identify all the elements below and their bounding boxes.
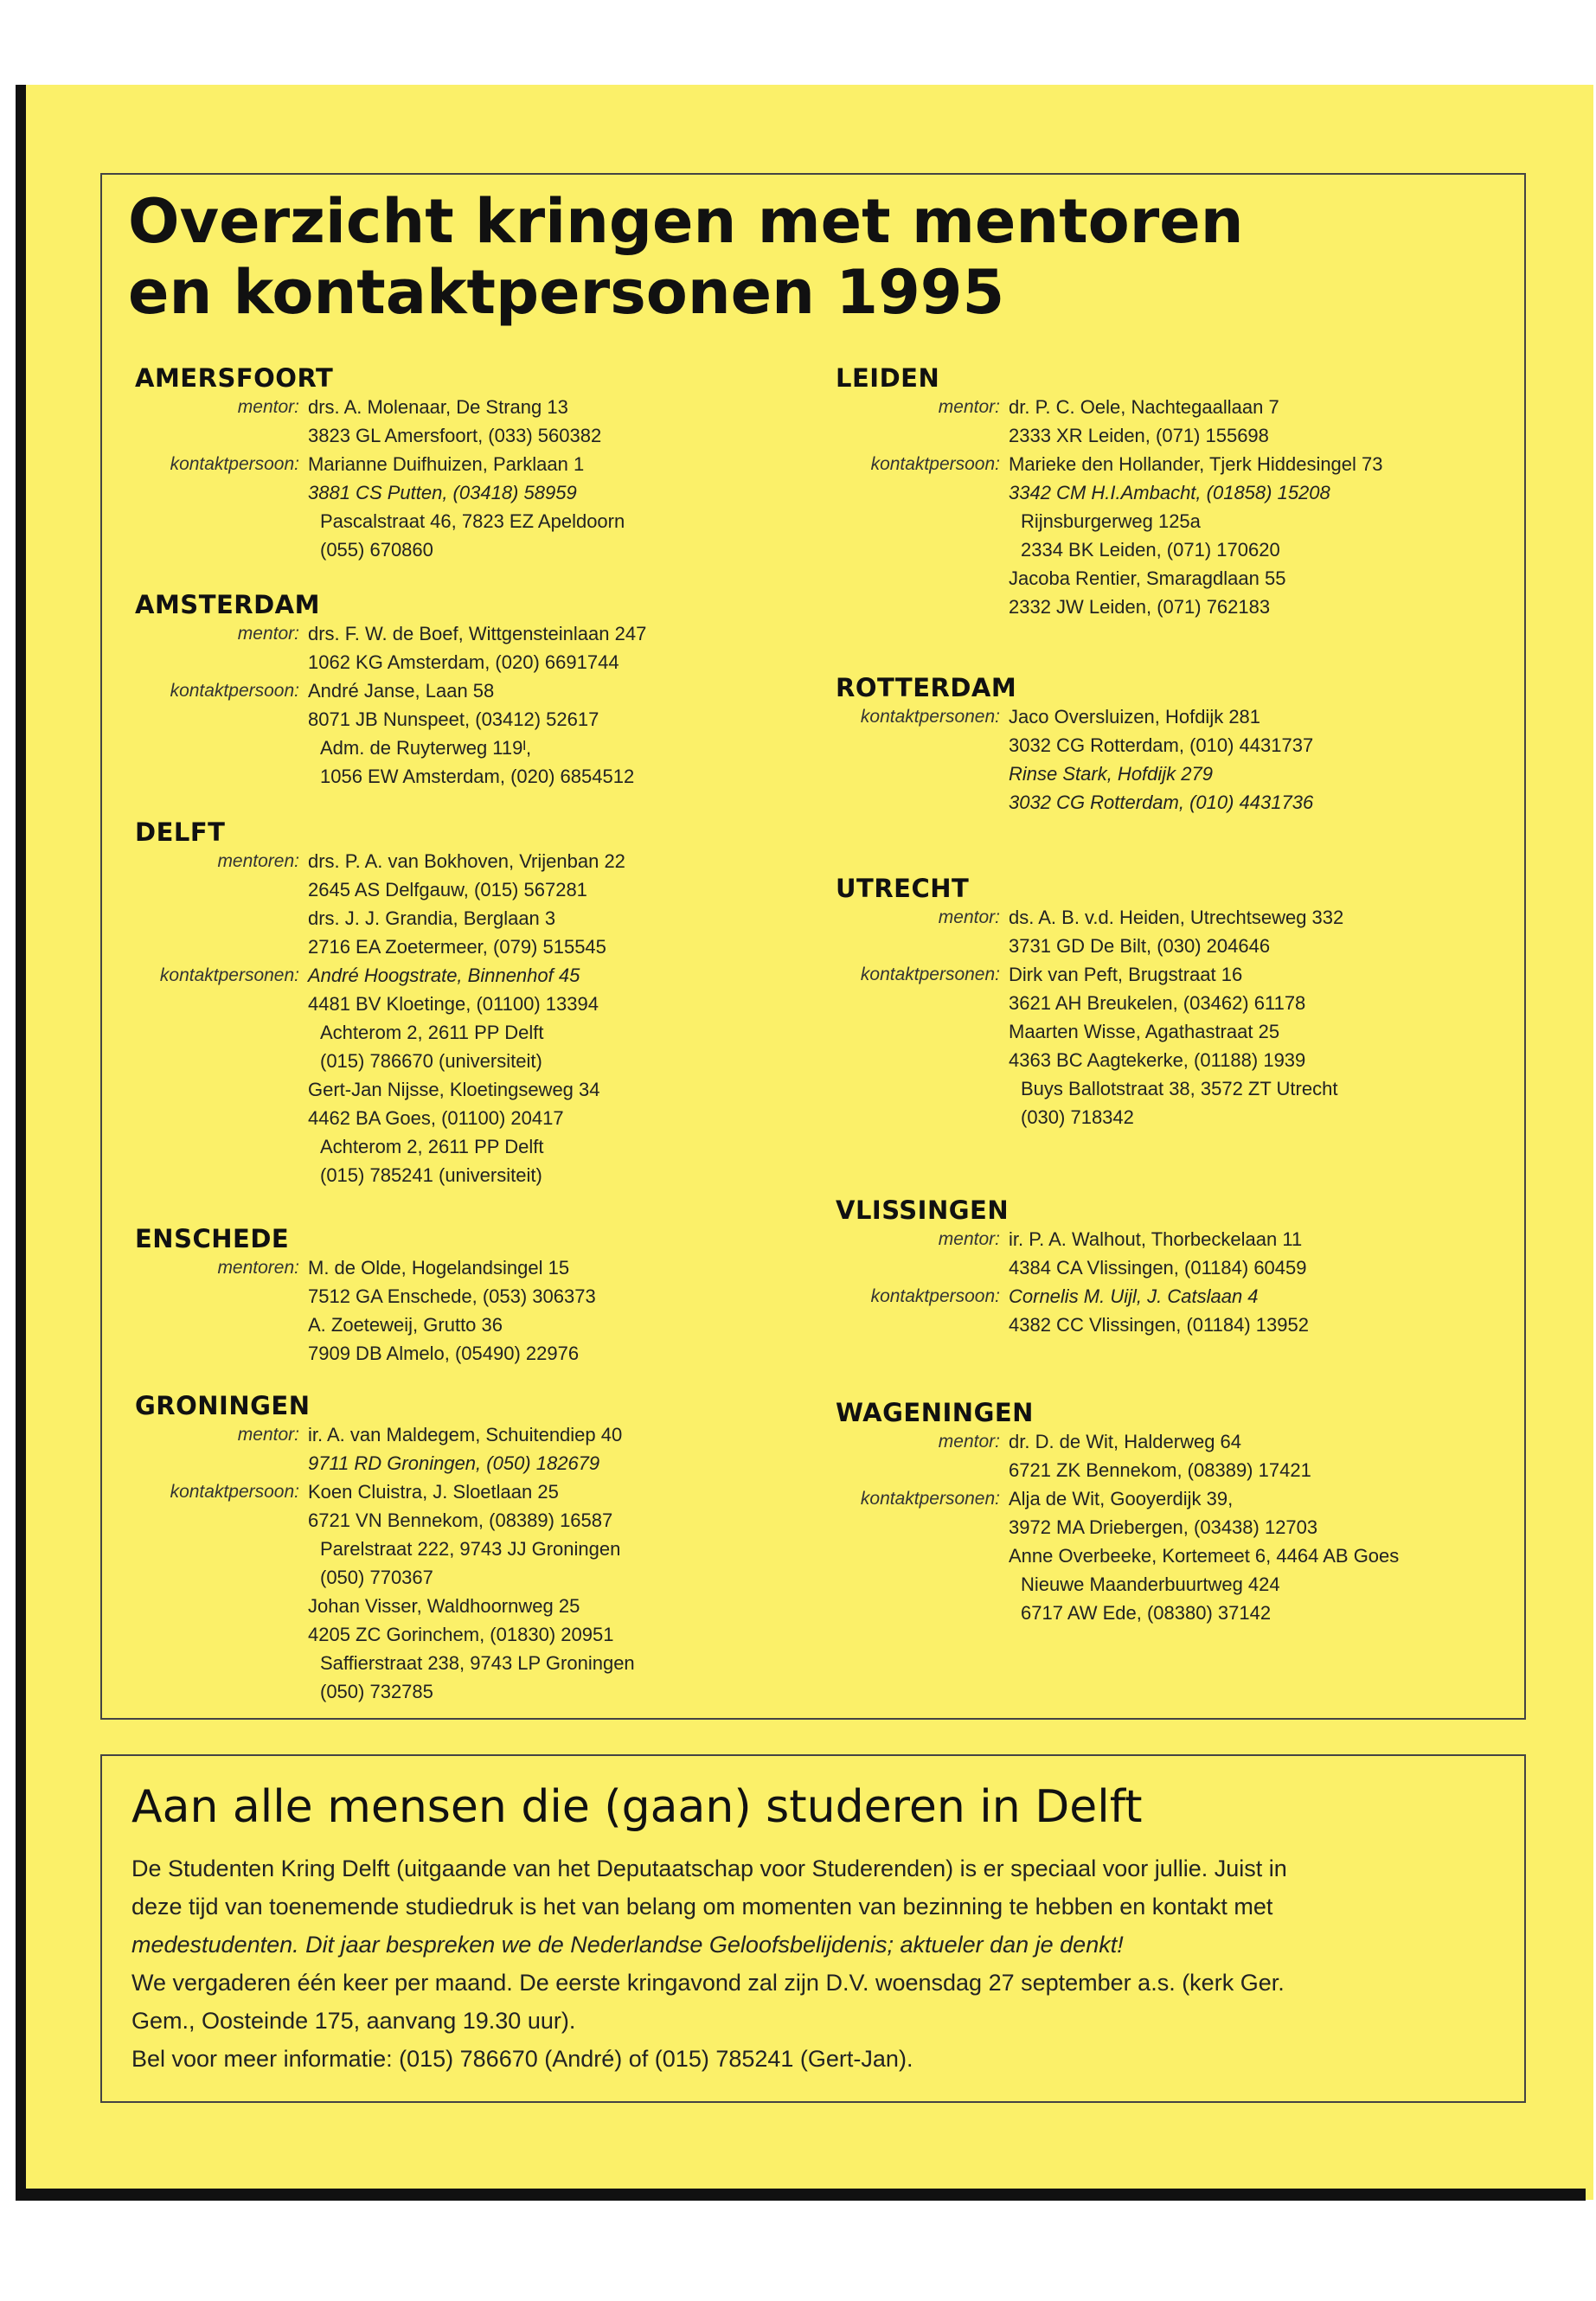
address-line: 6717 AW Ede, (08380) 37142 xyxy=(1021,1602,1272,1624)
address-line: 9711 RD Groningen, (050) 182679 xyxy=(308,1452,600,1474)
address-line: 3032 CG Rotterdam, (010) 4431737 xyxy=(1009,734,1314,756)
address-line: Achterom 2, 2611 PP Delft xyxy=(320,1136,544,1157)
address-line: 3731 GD De Bilt, (030) 204646 xyxy=(1009,935,1271,957)
role-group xyxy=(836,1282,1528,1339)
role-label: mentor: xyxy=(237,1425,299,1445)
address-lines xyxy=(308,961,792,1189)
kring-block xyxy=(836,1398,1528,1627)
address-line: Jaco Oversluizen, Hofdijk 281 xyxy=(1009,706,1261,727)
address-line: Pascalstraat 46, 7823 EZ Apeldoorn xyxy=(320,510,625,532)
address-lines xyxy=(308,1420,792,1477)
scan-edge-left xyxy=(16,85,26,2200)
address-lines xyxy=(1009,1225,1493,1282)
address-line: dr. P. C. Oele, Nachtegaallaan 7 xyxy=(1009,396,1279,418)
notice-line: deze tijd van toenemende studiedruk is het van belang om momenten van bezinning te hebben en kontakt met xyxy=(131,1894,1273,1920)
role-group xyxy=(836,960,1528,1131)
address-line: 3972 MA Driebergen, (03438) 12703 xyxy=(1009,1516,1318,1538)
address-line: Buys Ballotstraat 38, 3572 ZT Utrecht xyxy=(1021,1078,1338,1099)
address-line: 3032 CG Rotterdam, (010) 4431736 xyxy=(1009,792,1314,813)
kring-name: LEIDEN xyxy=(836,363,940,393)
address-line: 1062 KG Amsterdam, (020) 6691744 xyxy=(308,651,619,673)
role-label: kontaktpersoon: xyxy=(870,1286,1000,1306)
address-lines xyxy=(308,393,792,450)
address-lines xyxy=(1009,1484,1493,1627)
address-lines xyxy=(308,847,792,961)
page-title xyxy=(128,186,1426,328)
kring-block xyxy=(836,673,1528,817)
address-line: ds. A. B. v.d. Heiden, Utrechtseweg 332 xyxy=(1009,907,1344,928)
role-group xyxy=(836,702,1528,817)
address-line: (050) 732785 xyxy=(320,1681,433,1702)
address-lines xyxy=(308,1477,792,1706)
role-label: kontaktpersoon: xyxy=(170,1482,299,1502)
role-label: mentor: xyxy=(237,624,299,644)
role-group xyxy=(135,676,827,791)
role-group xyxy=(135,1477,827,1706)
address-line: Adm. de Ruyterweg 119ᴵ, xyxy=(320,737,532,759)
kring-block xyxy=(135,1391,827,1706)
address-lines xyxy=(308,450,792,564)
address-line: 2333 XR Leiden, (071) 155698 xyxy=(1009,425,1269,446)
role-label: kontaktpersonen: xyxy=(860,965,1000,984)
role-group xyxy=(135,961,827,1189)
address-lines xyxy=(308,676,792,791)
role-group xyxy=(836,450,1528,621)
role-label: mentoren: xyxy=(217,1258,299,1278)
kring-block xyxy=(836,363,1528,621)
address-lines xyxy=(1009,1427,1493,1484)
kring-name: AMSTERDAM xyxy=(135,590,320,619)
role-label: kontaktpersonen: xyxy=(860,707,1000,727)
kring-block xyxy=(135,363,827,564)
address-line: Achterom 2, 2611 PP Delft xyxy=(320,1022,544,1043)
role-group xyxy=(836,1427,1528,1484)
address-line: 1056 EW Amsterdam, (020) 6854512 xyxy=(320,766,635,787)
address-line: 6721 ZK Bennekom, (08389) 17421 xyxy=(1009,1459,1311,1481)
address-line: Saffierstraat 238, 9743 LP Groningen xyxy=(320,1652,635,1674)
kring-block xyxy=(135,1224,827,1368)
kring-block xyxy=(135,590,827,791)
address-lines xyxy=(1009,450,1493,621)
address-line: Marianne Duifhuizen, Parklaan 1 xyxy=(308,453,585,475)
address-line: Cornelis M. Uijl, J. Catslaan 4 xyxy=(1009,1285,1259,1307)
address-line: Nieuwe Maanderbuurtweg 424 xyxy=(1021,1574,1280,1595)
role-label: mentor: xyxy=(237,397,299,417)
address-lines xyxy=(1009,960,1493,1131)
address-line: drs. A. Molenaar, De Strang 13 xyxy=(308,396,568,418)
address-line: 4481 BV Kloetinge, (01100) 13394 xyxy=(308,993,599,1015)
address-line: Maarten Wisse, Agathastraat 25 xyxy=(1009,1021,1280,1042)
role-label: kontaktpersoon: xyxy=(170,681,299,701)
address-line: 2716 EA Zoetermeer, (079) 515545 xyxy=(308,936,606,958)
address-line: André Janse, Laan 58 xyxy=(308,680,495,702)
notice-line: We vergaderen één keer per maand. De eerste kringavond zal zijn D.V. woensdag 27 september a.s. (kerk Ger. xyxy=(131,1970,1285,1996)
role-group xyxy=(135,619,827,676)
notice-line: Bel voor meer informatie: (015) 786670 (André) of (015) 785241 (Gert-Jan). xyxy=(131,2046,913,2072)
address-line: ir. A. van Maldegem, Schuitendiep 40 xyxy=(308,1424,623,1445)
address-line: 4384 CA Vlissingen, (01184) 60459 xyxy=(1009,1257,1307,1279)
address-line: A. Zoeteweij, Grutto 36 xyxy=(308,1314,503,1336)
address-line: (030) 718342 xyxy=(1021,1106,1134,1128)
role-label: mentor: xyxy=(938,1229,1000,1249)
role-label: kontaktpersoon: xyxy=(170,454,299,474)
address-line: 4382 CC Vlissingen, (01184) 13952 xyxy=(1009,1314,1309,1336)
address-line: 2334 BK Leiden, (071) 170620 xyxy=(1021,539,1280,561)
role-group xyxy=(135,847,827,961)
address-line: Johan Visser, Waldhoornweg 25 xyxy=(308,1595,580,1617)
kring-name: ROTTERDAM xyxy=(836,673,1017,702)
role-group xyxy=(135,1253,827,1368)
kring-block xyxy=(836,1195,1528,1339)
kring-block xyxy=(836,874,1528,1131)
address-line: drs. F. W. de Boef, Wittgensteinlaan 247 xyxy=(308,623,647,644)
address-line: 3621 AH Breukelen, (03462) 61178 xyxy=(1009,992,1306,1014)
address-line: 4462 BA Goes, (01100) 20417 xyxy=(308,1107,564,1129)
notice-heading: Aan alle mensen die (gaan) studeren in Delft xyxy=(131,1781,1143,1833)
notice-line: medestudenten. Dit jaar bespreken we de Nederlandse Geloofsbelijdenis; aktueler dan je denkt! xyxy=(131,1932,1124,1958)
kring-name: DELFT xyxy=(135,817,226,847)
address-line: M. de Olde, Hogelandsingel 15 xyxy=(308,1257,570,1279)
role-label: mentor: xyxy=(938,907,1000,927)
notice-line: Gem., Oosteinde 175, aanvang 19.30 uur). xyxy=(131,2008,576,2034)
address-line: Dirk van Peft, Brugstraat 16 xyxy=(1009,964,1243,985)
address-line: Rijnsburgerweg 125a xyxy=(1021,510,1201,532)
kring-name: AMERSFOORT xyxy=(135,363,334,393)
role-label: kontaktpersonen: xyxy=(860,1489,1000,1509)
address-line: Marieke den Hollander, Tjerk Hiddesingel 73 xyxy=(1009,453,1383,475)
role-group xyxy=(135,1420,827,1477)
kring-name: ENSCHEDE xyxy=(135,1224,290,1253)
kring-block xyxy=(135,817,827,1189)
address-line: 4363 BC Aagtekerke, (01188) 1939 xyxy=(1009,1049,1306,1071)
address-line: Anne Overbeeke, Kortemeet 6, 4464 AB Goes xyxy=(1009,1545,1400,1567)
notice-body xyxy=(131,1849,1516,2078)
scan-edge-bottom xyxy=(16,2189,1586,2201)
role-label: mentoren: xyxy=(217,851,299,871)
address-line: 3823 GL Amersfoort, (033) 560382 xyxy=(308,425,602,446)
role-label: mentor: xyxy=(938,397,1000,417)
address-line: André Hoogstrate, Binnenhof 45 xyxy=(308,965,580,986)
kring-name: VLISSINGEN xyxy=(836,1195,1010,1225)
address-lines xyxy=(1009,393,1493,450)
kring-name: UTRECHT xyxy=(836,874,970,903)
role-group xyxy=(836,1225,1528,1282)
address-line: 2645 AS Delfgauw, (015) 567281 xyxy=(308,879,587,901)
role-label: kontaktpersoon: xyxy=(870,454,1000,474)
address-line: (015) 786670 (universiteit) xyxy=(320,1050,542,1072)
kring-name: WAGENINGEN xyxy=(836,1398,1034,1427)
kring-name: GRONINGEN xyxy=(135,1391,311,1420)
address-line: dr. D. de Wit, Halderweg 64 xyxy=(1009,1431,1242,1452)
address-line: Rinse Stark, Hofdijk 279 xyxy=(1009,763,1213,785)
address-line: (015) 785241 (universiteit) xyxy=(320,1164,542,1186)
address-lines xyxy=(1009,1282,1493,1339)
title-line-2: en kontaktpersonen 1995 xyxy=(128,257,1005,328)
address-line: drs. P. A. van Bokhoven, Vrijenban 22 xyxy=(308,850,625,872)
role-group xyxy=(135,393,827,450)
role-label: mentor: xyxy=(938,1432,1000,1452)
address-line: 2332 JW Leiden, (071) 762183 xyxy=(1009,596,1271,618)
role-group xyxy=(836,903,1528,960)
address-line: 6721 VN Bennekom, (08389) 16587 xyxy=(308,1509,613,1531)
role-group xyxy=(836,393,1528,450)
address-line: Koen Cluistra, J. Sloetlaan 25 xyxy=(308,1481,559,1503)
address-line: 3342 CM H.I.Ambacht, (01858) 15208 xyxy=(1009,482,1330,503)
notice-line: De Studenten Kring Delft (uitgaande van het Deputaatschap voor Studerenden) is er speciaal voor jullie. Juist in xyxy=(131,1856,1287,1881)
address-line: 8071 JB Nunspeet, (03412) 52617 xyxy=(308,708,599,730)
role-group xyxy=(135,450,827,564)
address-lines xyxy=(1009,903,1493,960)
address-line: 3881 CS Putten, (03418) 58959 xyxy=(308,482,577,503)
role-label: kontaktpersonen: xyxy=(159,965,299,985)
address-line: Parelstraat 222, 9743 JJ Groningen xyxy=(320,1538,621,1560)
address-line: (050) 770367 xyxy=(320,1567,433,1588)
address-line: (055) 670860 xyxy=(320,539,433,561)
address-line: 4205 ZC Gorinchem, (01830) 20951 xyxy=(308,1624,614,1645)
address-line: ir. P. A. Walhout, Thorbeckelaan 11 xyxy=(1009,1228,1303,1250)
address-line: 7909 DB Almelo, (05490) 22976 xyxy=(308,1343,580,1364)
title-line-1: Overzicht kringen met mentoren xyxy=(128,186,1244,257)
address-line: drs. J. J. Grandia, Berglaan 3 xyxy=(308,907,556,929)
address-line: Jacoba Rentier, Smaragdlaan 55 xyxy=(1009,567,1286,589)
address-line: 7512 GA Enschede, (053) 306373 xyxy=(308,1285,596,1307)
address-lines xyxy=(308,619,792,676)
address-line: Alja de Wit, Gooyerdijk 39, xyxy=(1009,1488,1234,1509)
address-lines xyxy=(1009,702,1493,817)
role-group xyxy=(836,1484,1528,1627)
address-lines xyxy=(308,1253,792,1368)
address-line: Gert-Jan Nijsse, Kloetingseweg 34 xyxy=(308,1079,600,1100)
